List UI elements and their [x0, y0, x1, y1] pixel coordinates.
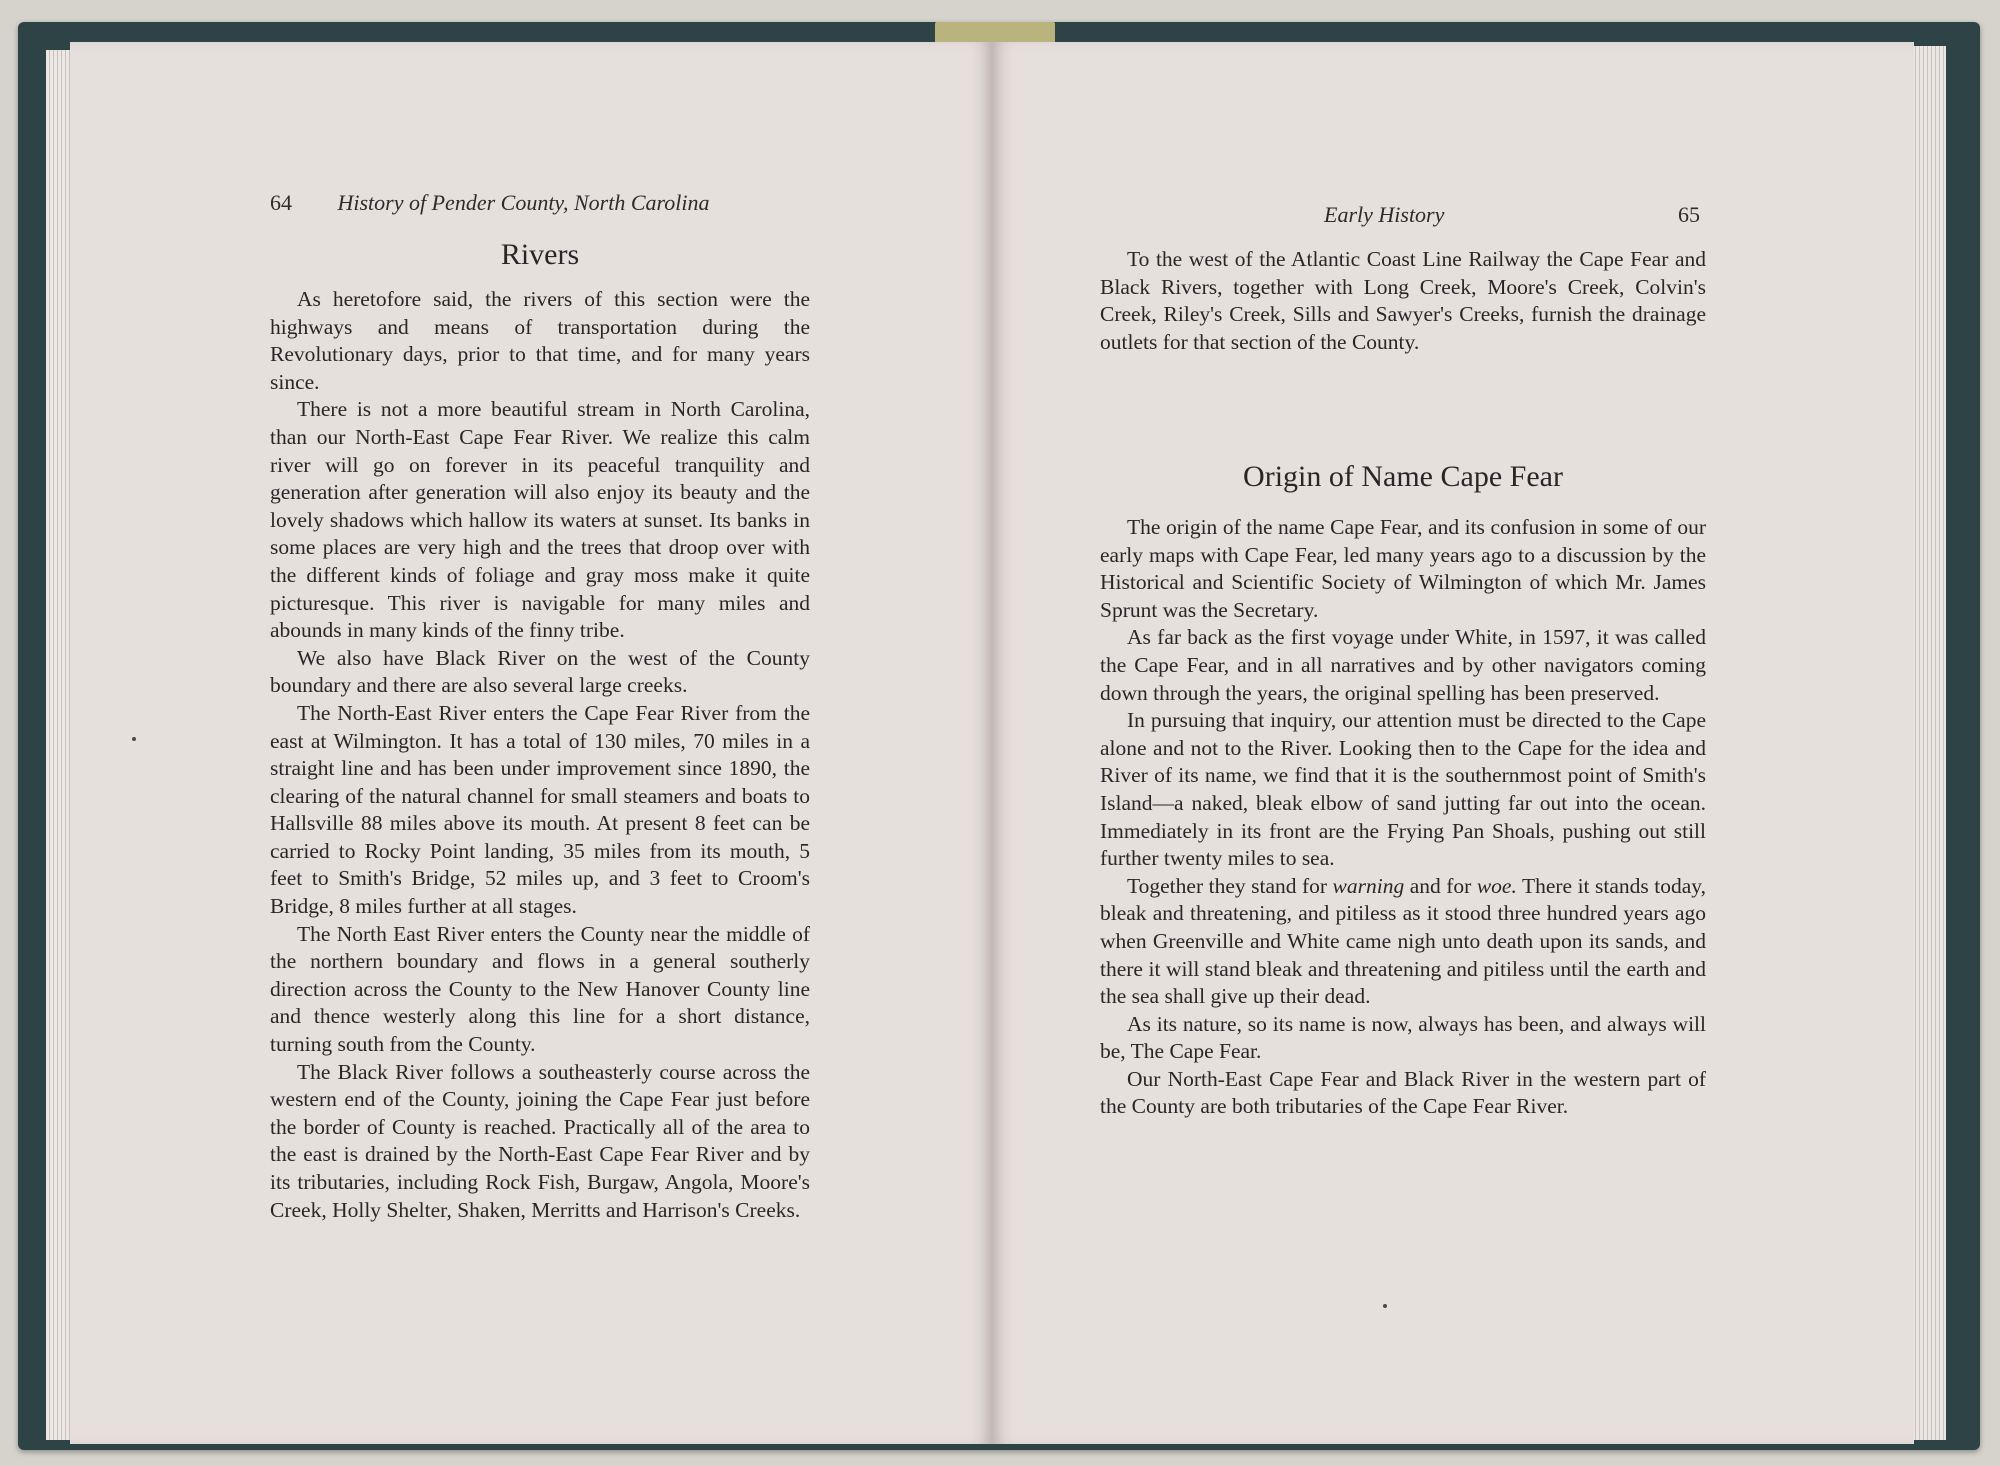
- paragraph: The Black River follows a southeasterly course across the western end of the County, joining the Cape Fear just before the border of County is reached. Practically all of the area to the east is drained by the North-East Cape Fear River and by its tributaries, including Rock Fish, Burgaw, Angola, Moore's Creek, Holly Shelter, Shaken, Merritts and Harrison's Creeks.: [270, 1059, 810, 1222]
- paragraph: Our North-East Cape Fear and Black River in the western part of the County are both tributaries of the Cape Fear River.: [1100, 1066, 1706, 1119]
- left-page-number: 64: [270, 190, 292, 215]
- paragraph: As far back as the first voyage under White, in 1597, it was called the Cape Fear, and in all narratives and by other navigators coming down through the years, the original spelling has been preserved.: [1100, 625, 1706, 705]
- page-edges-left: [46, 50, 72, 1440]
- section-title-rivers: Rivers: [500, 238, 580, 271]
- right-page-number: 65: [1678, 202, 1700, 227]
- emphasis-woe: woe.: [1476, 873, 1517, 898]
- paragraph: We also have Black River on the west of the County boundary and there are also several large creeks.: [270, 645, 810, 698]
- left-running-title: History of Pender County, North Carolina: [337, 190, 710, 215]
- paragraph: As heretofore said, the rivers of this section were the highways and means of transportation during the Revolutionary days, prior to that time, and for many years since.: [270, 287, 810, 394]
- left-body-text: [270, 286, 810, 1224]
- paragraph: The origin of the name Cape Fear, and its confusion in some of our early maps with Cape Fear, led many years ago to a discussion by the Historical and Scientific Society of Wilmington of which Mr. James Sprunt was the Secretary.: [1100, 515, 1706, 622]
- paragraph: To the west of the Atlantic Coast Line Railway the Cape Fear and Black Rivers, together with Long Creek, Moore's Creek, Colvin's Creek, Riley's Creek, Sills and Sawyer's Creeks, furnish the drainage outlets for that section of the County.: [1100, 247, 1706, 354]
- text-run: and for: [1404, 873, 1477, 898]
- left-page-header: [270, 190, 709, 216]
- right-page: [992, 42, 1914, 1444]
- right-running-title: Early History: [1324, 202, 1445, 227]
- section-title-origin: Origin of Name Cape Fear: [1243, 460, 1563, 493]
- right-body-text: [1100, 514, 1706, 1121]
- paragraph-warning: [1100, 873, 1706, 1011]
- paragraph: The North-East River enters the Cape Fear River from the east at Wilmington. It has a total of 130 miles, 70 miles in a straight line and has been under improvement since 1890, the clearing of the natural channel for small steamers and boats to Hallsville 88 miles above its mouth. At present 8 feet can be carried to Rocky Point landing, 35 miles from its mouth, 5 feet to Smith's Bridge, 52 miles up, and 3 feet to Croom's Bridge, 8 miles further at all stages.: [270, 700, 810, 919]
- paragraph: In pursuing that inquiry, our attention must be directed to the Cape alone and not to the River. Looking then to the Cape for the idea and River of its name, we find that it is the southernmost point of Smith's Island—a naked, bleak elbow of sand jutting far out into the ocean. Immediately in its front are the Frying Pan Shoals, pushing out still further twenty miles to sea.: [1100, 708, 1706, 871]
- text-run: There it stands today, bleak and threatening, and pitiless as it stood three hundred years ago when Greenville and White came nigh unto death upon its sands, and there it will stand bleak and threatening and pitiless until the earth and the sea shall give up their dead.: [1100, 873, 1706, 1009]
- right-intro-text: [1100, 246, 1706, 356]
- text-run: Together they stand for: [1127, 873, 1333, 898]
- paragraph: There is not a more beautiful stream in North Carolina, than our North-East Cape Fear River. We realize this calm river will go on forever in its peaceful tranquility and generation after generation will also enjoy its beauty and the lovely shadows which hallow its waters at sunset. Its banks in some places are very high and the trees that droop over with the different kinds of foliage and gray moss make it quite picturesque. This river is navigable for many miles and abounds in many kinds of the finny tribe.: [270, 397, 810, 643]
- speck: [132, 737, 136, 741]
- page-edges-right: [1912, 46, 1946, 1440]
- paragraph: As its nature, so its name is now, always has been, and always will be, The Cape Fear.: [1100, 1011, 1706, 1064]
- speck: [1383, 1304, 1387, 1308]
- left-page: [70, 42, 992, 1444]
- emphasis-warning: warning: [1332, 873, 1405, 898]
- paragraph: The North East River enters the County near the middle of the northern boundary and flows in a general southerly direction across the County to the New Hanover County line and thence westerly along this line for a short distance, turning south from the County.: [270, 921, 810, 1057]
